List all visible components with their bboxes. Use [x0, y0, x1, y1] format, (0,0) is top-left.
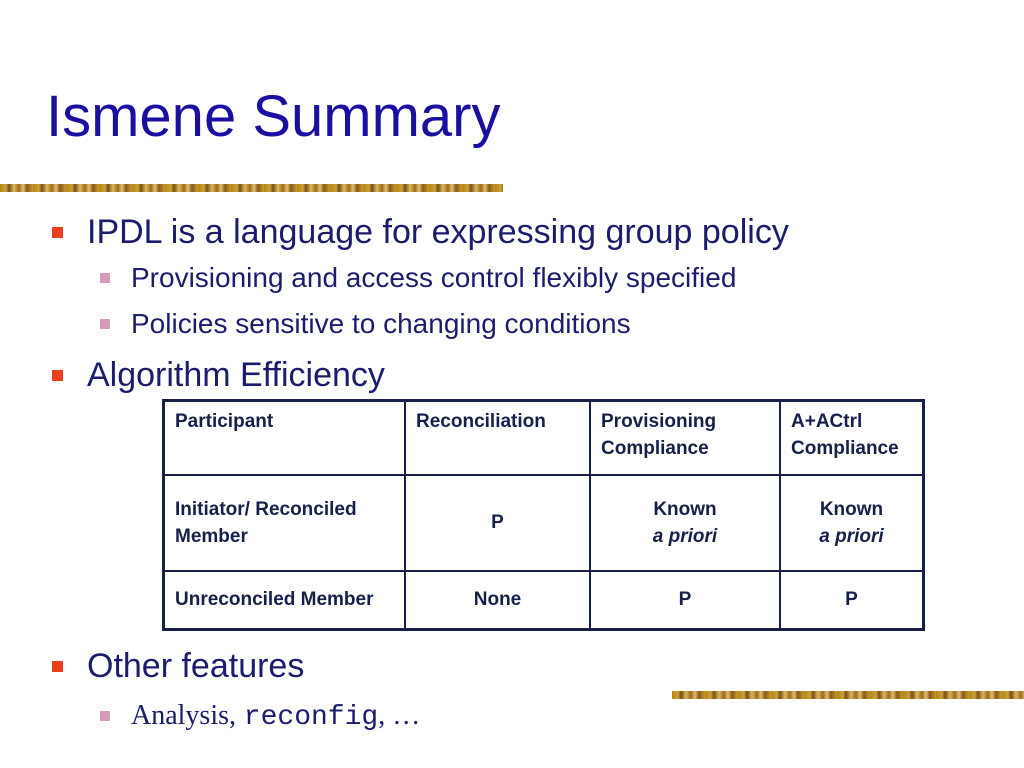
sub-bullet-text: [131, 699, 420, 733]
cell-line-italic: a priori: [652, 525, 718, 547]
cell-reconciliation: P: [405, 475, 590, 571]
square-bullet-icon: [52, 661, 63, 672]
table-row: [164, 475, 924, 571]
cell-provisioning: P: [590, 571, 780, 630]
cell-line: Known: [819, 498, 884, 520]
bullet-text: Other features: [87, 646, 305, 685]
cell-participant: Initiator/ Reconciled Member: [164, 475, 406, 571]
table-header-row: [164, 401, 924, 476]
header-reconciliation: Reconciliation: [405, 401, 590, 476]
slide-title: Ismene Summary: [46, 84, 501, 149]
cell-participant: Unreconciled Member: [164, 571, 406, 630]
sub-bullet-text: Policies sensitive to changing conditions: [131, 308, 631, 339]
square-bullet-icon: [52, 227, 63, 238]
sub-bullet-text: Provisioning and access control flexibly specified: [131, 262, 737, 293]
table-row: [164, 571, 924, 630]
decorative-stripe-top: [0, 184, 503, 192]
square-bullet-icon: [52, 370, 63, 381]
ellipsis-text: , …: [378, 700, 421, 731]
bullet-text: Algorithm Efficiency: [87, 355, 385, 394]
square-bullet-icon: [100, 711, 110, 721]
cell-reconciliation: None: [405, 571, 590, 630]
cell-line: Known: [653, 498, 717, 520]
efficiency-table: [162, 399, 925, 631]
decorative-stripe-bottom: [672, 691, 1024, 699]
cell-line-italic: a priori: [819, 525, 884, 547]
analysis-text: Analysis,: [131, 700, 236, 731]
bullet-text: IPDL is a language for expressing group policy: [87, 212, 789, 251]
header-actrl: A+ACtrl Compliance: [780, 401, 924, 476]
header-provisioning: Provisioning Compliance: [590, 401, 780, 476]
header-participant: Participant: [164, 401, 406, 476]
cell-actrl: P: [780, 571, 924, 630]
square-bullet-icon: [100, 273, 110, 283]
cell-provisioning: [590, 475, 780, 571]
cell-actrl: [780, 475, 924, 571]
square-bullet-icon: [100, 319, 110, 329]
reconfig-code: reconfig: [243, 702, 379, 733]
